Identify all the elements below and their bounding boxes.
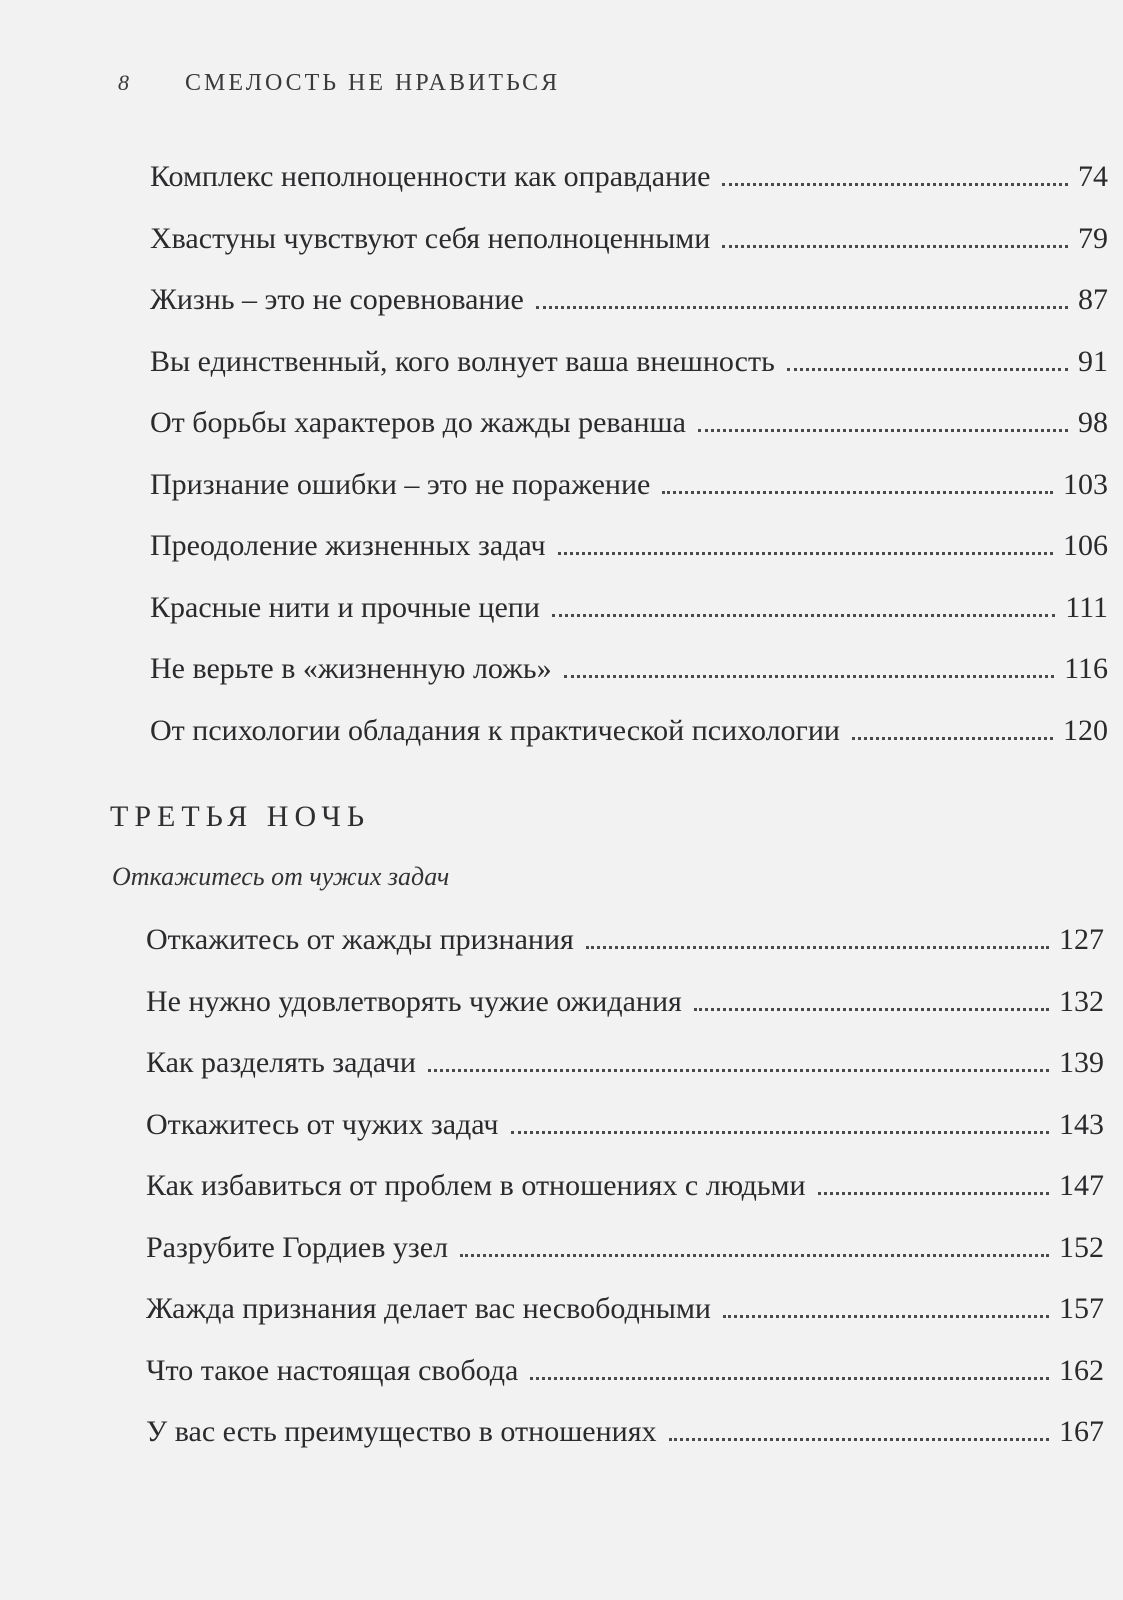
dot-leader: [669, 1438, 1049, 1441]
dot-leader: [552, 614, 1055, 617]
toc-entry: [146, 980, 1104, 1042]
dot-leader: [852, 737, 1053, 740]
dot-leader: [723, 1315, 1049, 1318]
toc-entry-page: 127: [1059, 923, 1104, 956]
toc-list-part-a: [150, 155, 1108, 770]
toc-entry-title: У вас есть преимущество в отношениях: [146, 1415, 657, 1448]
toc-entry-page: 132: [1059, 984, 1104, 1018]
toc-entry-page: 157: [1059, 1292, 1104, 1325]
section-subtitle: Откажитесь от чужих задач: [112, 862, 450, 891]
toc-entry-page: 98: [1078, 406, 1108, 439]
toc-entry: [150, 401, 1108, 463]
dot-leader: [698, 429, 1068, 432]
toc-entry-title: Откажитесь от жажды признания: [146, 923, 574, 956]
toc-entry-page: 143: [1059, 1107, 1104, 1141]
dot-leader: [511, 1131, 1050, 1134]
toc-entry-page: 147: [1059, 1169, 1104, 1202]
toc-entry-page: 74: [1078, 160, 1108, 193]
toc-entry-title: Жизнь – это не соревнование: [150, 283, 524, 316]
book-title: СМЕЛОСТЬ НЕ НРАВИТЬСЯ: [185, 70, 561, 96]
toc-entry-page: 79: [1078, 221, 1108, 255]
toc-entry: [146, 1103, 1104, 1165]
toc-entry: [146, 1287, 1104, 1349]
toc-entry-title: Комплекс неполноценности как оправдание: [150, 160, 711, 193]
toc-entry-page: 152: [1059, 1230, 1104, 1264]
toc-entry: [150, 278, 1108, 340]
toc-entry-title: От борьбы характеров до жажды реванша: [150, 406, 686, 439]
dot-leader: [558, 552, 1053, 555]
toc-entry: [146, 1164, 1104, 1226]
toc-list-part-b: [146, 918, 1104, 1472]
dot-leader: [564, 675, 1055, 678]
dot-leader: [428, 1069, 1049, 1072]
running-head: [118, 70, 560, 97]
toc-entry: [150, 155, 1108, 217]
toc-entry-title: Вы единственный, кого волнует ваша внешность: [150, 344, 775, 378]
dot-leader: [662, 491, 1053, 494]
toc-entry-title: Не нужно удовлетворять чужие ожидания: [146, 984, 682, 1018]
toc-entry-title: Хвастуны чувствуют себя неполноценными: [150, 221, 711, 255]
dot-leader: [818, 1192, 1049, 1195]
toc-entry: [146, 1226, 1104, 1288]
toc-entry-title: Жажда признания делает вас несвободными: [146, 1292, 711, 1325]
toc-entry: [146, 1041, 1104, 1103]
toc-entry: [146, 1349, 1104, 1411]
toc-entry-title: От психологии обладания к практической психологии: [150, 713, 840, 747]
toc-entry-page: 116: [1064, 652, 1108, 685]
toc-entry: [146, 1410, 1104, 1472]
toc-entry: [150, 463, 1108, 525]
dot-leader: [787, 368, 1068, 371]
dot-leader: [722, 183, 1068, 186]
toc-entry-page: 111: [1065, 590, 1108, 624]
toc-entry-title: Как разделять задачи: [146, 1046, 416, 1079]
toc-entry-page: 87: [1078, 283, 1108, 316]
toc-entry-title: Признание ошибки – это не поражение: [150, 467, 651, 501]
toc-entry-page: 103: [1063, 467, 1108, 501]
toc-entry: [150, 586, 1108, 648]
toc-entry-title: Не верьте в «жизненную ложь»: [150, 652, 552, 685]
toc-entry-title: Что такое настоящая свобода: [146, 1353, 519, 1387]
toc-entry-page: 120: [1063, 713, 1108, 747]
dot-leader: [586, 946, 1049, 949]
dot-leader: [536, 306, 1068, 309]
toc-entry-page: 91: [1078, 344, 1108, 378]
toc-entry-page: 139: [1059, 1046, 1104, 1079]
toc-entry-page: 106: [1063, 529, 1108, 562]
page-number: 8: [118, 70, 129, 95]
toc-entry-title: Откажитесь от чужих задач: [146, 1107, 499, 1141]
toc-entry-page: 162: [1059, 1353, 1104, 1387]
toc-entry-title: Преодоление жизненных задач: [150, 529, 546, 562]
dot-leader: [530, 1377, 1049, 1380]
toc-entry-title: Красные нити и прочные цепи: [150, 590, 540, 624]
dot-leader: [460, 1254, 1049, 1257]
toc-entry: [150, 709, 1108, 771]
toc-entry: [150, 647, 1108, 709]
toc-entry: [146, 918, 1104, 980]
toc-entry: [150, 217, 1108, 279]
toc-entry: [150, 524, 1108, 586]
dot-leader: [694, 1008, 1049, 1011]
toc-entry: [150, 340, 1108, 402]
toc-entry-title: Как избавиться от проблем в отношениях с людьми: [146, 1169, 806, 1202]
section-heading: ТРЕТЬЯ НОЧЬ: [110, 800, 371, 833]
toc-entry-title: Разрубите Гордиев узел: [146, 1230, 449, 1264]
toc-entry-page: 167: [1059, 1415, 1104, 1448]
dot-leader: [722, 245, 1068, 248]
